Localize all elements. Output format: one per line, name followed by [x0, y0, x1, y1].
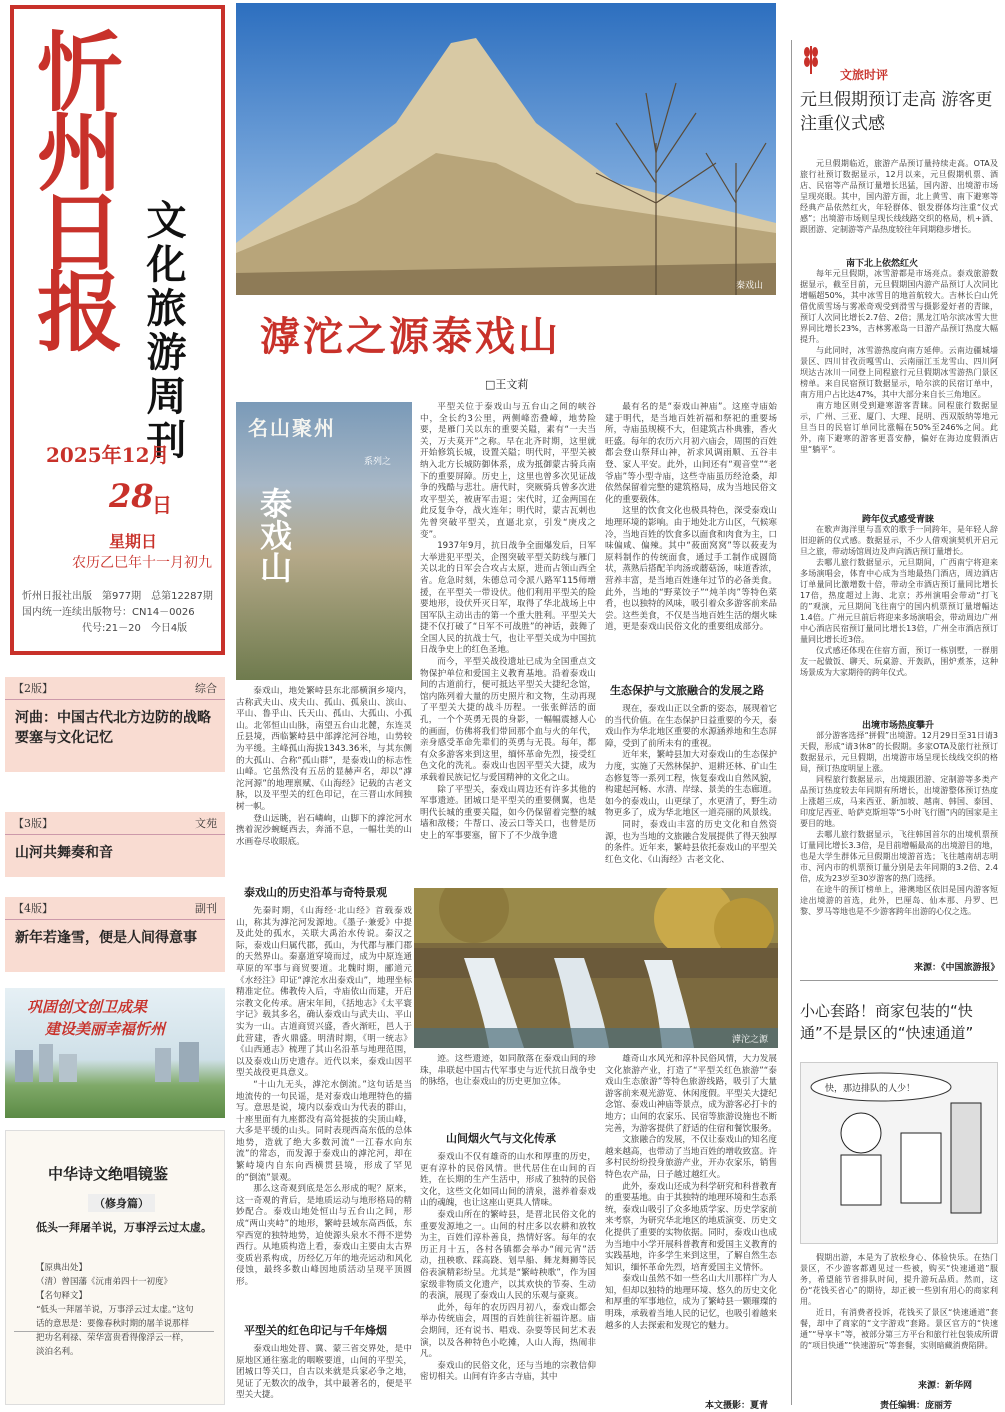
- masthead: [10, 5, 225, 655]
- guide-item-page3[interactable]: 【3版】 文苑 山河共舞奏和音: [5, 812, 225, 877]
- column-body: 元旦假期临近，旅游产品预订量持续走高。OTA及旅行社预订数据显示，12月以来，元旦假期机票、酒店、民宿等产品预订量增长迅猛，国内游、出境游市场呈现亮眼。其中，国内游方面，北上黄雪、南下避寒等经典产品依然红火，年轻群体、银发群体均注重“仪式感”；出境游市场则呈现长线线路交织的格局，机+酒、跟团游、定制游等产品热度较往年同期稳步增长。: [800, 159, 998, 234]
- column-title: 元旦假期预订走高 游客更注重仪式感: [800, 90, 993, 134]
- supplement-title: 文化旅游周刊: [140, 199, 187, 463]
- column-divider: [791, 40, 792, 1405]
- article-column-3b: 现在，泰戏山正以全新的姿态，展现着它的当代价值。在生态保护日益重要的今天，泰戏山作为华北地区重要的水源涵养地和生态屏障，受到了前所未有的重视。 近年来，繁峙县加大对泰戏山的生态保护力度，实施了天然林保护、退耕还林、矿山生态修复等一系列工程，恢复泰戏山自然风貌，构建起河畅、水清、岸绿、景美的生态廊道。如今的泰戏山，山更绿了，水更清了，野生动物更多了，成为华北地区一道亮丽的风景线。 同时，泰戏山丰富的历史文化和自然资源，也为当地的文旅融合发展提供了得天独厚的条件。近年来，繁峙县依托泰戏山的平型关红色文化、《山海经》古老文化、: [605, 704, 777, 865]
- guide-item-page2[interactable]: 【2版】 综合 河曲：中国古代北方边防的战略要塞与文化记忆: [5, 677, 225, 772]
- guide-title: 新年若逢雪，便是人间得意事: [15, 930, 197, 946]
- page-title: 滹沱之源泰戏山: [260, 314, 561, 360]
- article-column-1b: 先秦时期，《山海经·北山经》首载泰戏山，称其为滹沱河发源地。《墨子·兼爱》中提及此处的孤水，关联大禹治水传说。秦汉之际，泰戏山归属代郡，孤山，为代郡与雁门郡的天然界山。秦嘉道穿境而过，成为中原连通草原的军事与商贸要道。北魏时期，郦道元《水经注》印证“滹沱水出泰戏山”，地理坐标精准定位。佛教传入后，寺庙依山而建，开启宗教文化传承。唐宋年间，《括地志》《太平寰宇记》载其多名，确认泰戏山与武夫山、平山实为一山。古道商贸兴盛，香火渐旺，邑人于此营建，香火鼎盛。明清时期，《明一统志》《山西通志》梳理了其山名沿革与地理范围，以及泰戏山历史遗存。近代以来，泰戏山因平型关战役更具意义。 “十山九无头，滹沱水倒流。”这句话是当地流传的一句民谣，是对泰戏山地理特色的描写。意思是说，境内以泰戏山为代表的群山，十座里面有九座都没有高耸挺拔的尖顶山峰，大多是平缓的山头。同时表现西高东低的总体地势，造就了绝大多数河流“一江春水向东流”的常态，而发源于泰戏山的滹沱河，却在繁峙境内自东向西横贯县境，形成了罕见的“倒流”景观。 那么这奇观到底是怎么形成的呢？原来，这一奇观的背后，是地质运动与地形格局的精妙配合。泰戏山地处恒山与五台山之间，形成“两山夹峙”的地形，繁峙县域东高西低，东窄西宽的独特地势，迫使源头泉水不得不逆势西行。从地质构造上看，泰戏山主要由太古界变质岩系构成，历经亿万年的地壳运动和风化侵蚀，最终多数山峰因地质活动呈现平顶圆形。: [236, 906, 412, 1287]
- promo-banner: 巩固创文创卫成果 建设美丽幸福忻州: [5, 988, 225, 1118]
- poetry-box: 中华诗文绝唱镜鉴 （修身篇） 低头一拜屠羊说，万事浮云过太虚。 【原典出处】 （清）曾国藩《沅甫弟四十一初度》 【名句释文】 “低头一拜屠羊说，万事浮云过太虚。”这句话的意思是：要像春秋时期的屠羊说那样把功名利禄、荣华富贵看得像浮云一样，淡泊名利。: [5, 1130, 225, 1405]
- series-banner: 名山聚州 系列之 泰戏山: [236, 402, 412, 680]
- photo-credit: 秦戏山: [736, 281, 764, 291]
- byline: □王文莉: [485, 378, 529, 391]
- photo-credit: 滹沱之源: [732, 1035, 769, 1045]
- newspaper-logo: 忻州日报: [22, 27, 123, 347]
- article-column-1: 泰戏山，地处繁峙县东北部横涧乡境内，古称武夫山、戍夫山、孤山、孤泉山、滨山、平山、鲁乎山、氏天山、孤山、大孤山、小孤山。北邻恒山山脉，南望五台山北麓，东连灵丘县境，西临繁峙县中部滹沱河谷地，山势较为平缓。主峰孤山海拔1343.36米，与其东侧的大孤山、合称“孤山群”，是泰戏山的标志性山峰。它虽然没有五岳的显赫声名，却以“滹沱河源”的地理禀赋、《山海经》记载的古老文脉，以及平型关的红色印记，在三晋山水间独树一帜。 登山远眺，岩石嶙峋，山脚下的滹沱河水携着泥沙蜿蜒西去，奔涌不息，一幅壮美的山水画卷尽收眼底。: [236, 686, 412, 847]
- issue-day-unit: 日: [152, 493, 172, 517]
- column-tag: 文旅时评: [840, 68, 889, 82]
- lunar-date: 农历乙巳年十一月初九: [72, 555, 212, 571]
- row-divider: [800, 980, 998, 981]
- section-heading: 山间烟火气与文化传承: [446, 1132, 556, 1145]
- section-heading: 生态保护与文旅融合的发展之路: [610, 684, 764, 697]
- section-heading: 泰戏山的历史沿革与奇特景观: [244, 886, 387, 899]
- issue-day: 28: [109, 477, 154, 515]
- wheat-icon: [800, 40, 822, 74]
- column2-title: 小心套路！商家包装的“快通”不是景区的“快速通道”: [800, 1002, 974, 1042]
- editor-credit: 责任编辑：庞丽芳: [880, 1401, 953, 1411]
- photo-credit: 本文摄影：夏青: [705, 1401, 769, 1411]
- publication-meta: 忻州日报社出版 第977期 总第12287期 国内统一连续出版物号：CN14－0026 代号:21－20 今日4版: [22, 591, 213, 634]
- article-column-4b: 泰戏山不仅有雄奇的山水和厚重的历史，更有淳朴的民俗风情。世代居住在山间的百姓，在长期的生产生活中，形成了独特的民俗文化，这些文化如同山间的清泉，滋养着泰戏山的魂魄，也让这座山更具人情味。 泰戏山所在的繁峙县，是晋北民俗文化的重要发源地之一。山间的村庄多以农耕和放牧为主，百姓们淳朴善良，热情好客。每年的农历正月十五，各村各镇都会举办“闹元宵”活动，扭秧歌、踩高跷、划旱船、舞龙舞狮等民俗表演精彩纷呈。尤其是“繁峙秧歌”，作为国家级非物质文化遗产，以其欢快的节奏、生动的表演，展现了泰戏山人民的乐观与豪爽。 此外，每年的农历四月初八，泰戏山都会举办传统庙会，周围的百姓前往祈福许愿。庙会期间，还有说书、唱戏、杂耍等民间艺术表演，以及各种特色小吃摊，人山人海，热闹非凡。 泰戏山的民俗文化，还与当地的宗教信仰密切相关。山间有许多古寺庙，其中: [420, 1152, 596, 1383]
- issue-date: 2025年12月: [46, 443, 170, 467]
- article-column-3: 最有名的是“泰戏山神庙”。这座寺庙始建于明代，是当地百姓祈福和祭祀的重要场所，寺庙虽规模不大，但建筑古朴典雅，香火旺盛。每年的农历六月初六庙会，周围的百姓都会登山祭拜山神，祈求风调雨顺、五谷丰登、家人平安。此外，山间还有“观音堂”“老爷庙”等小型寺庙，这些寺庙虽历经沧桑，却依然保留着完整的建筑格局，成为当地民俗文化的重要载体。 这里的饮食文化也极具特色，深受泰戏山地理环境的影响。由于地处北方山区，气候寒冷，当地百姓的饮食多以面食和肉食为主，口味偏咸、偏辣。其中“莜面窝窝”等以莜麦为原料制作的传统面食，通过手工制作成圆筒状，蒸熟后搭配羊肉汤或蘑菇汤，味道香浓，营养丰富，是当地百姓逢年过节的必备美食。此外，当地的“野菜饺子”“炖羊肉”等特色菜肴，也以独特的风味，吸引着众多游客前来品尝。这些美食，不仅是当地百姓生活的烟火味道，更是泰戏山民俗文化的重要组成部分。: [605, 402, 777, 633]
- waterfall-photo: [414, 888, 778, 1048]
- weekday: 星期日: [109, 532, 158, 551]
- speech-bubble: 快，那边排队的人少！: [825, 1084, 916, 1094]
- section-heading: 平型关的红色印记与千年烽烟: [244, 1324, 387, 1337]
- article-column-2: 平型关位于泰戏山与五台山之间的峡谷中，全长约3公里，两侧峰峦叠嶂，地势险要，是雁门关以东的重要关隘，素有“一夫当关，万夫莫开”之称。早在北齐时期，这里就开始修筑长城，设置关隘；明代时，平型关被纳入北方长城防御体系，成为抵御蒙古骑兵南下的重要屏障。历史上，这里也曾多次见证战争的残酷与悲壮。唐代时，突厥骑兵曾多次进攻平型关，被唐军击退；宋代时，辽金两国在此反复争夺，战火连年；明代时，蒙古瓦剌也先曾突破平型关，直逼北京，引发“庚戌之变”。 1937年9月，抗日战争全面爆发后，日军大举进犯平型关，企图突破平型关防线与雁门关以北的日军会合攻占太原，进而占领山西全省。危急时刻，朱德总司令派八路军115师增援，在平型关一带设伏。他们利用平型关的险要地形，设伏歼灭日军，取得了华北战场上中国军队主动出击的第一个重大胜利。平型关大捷不仅打破了“日军不可战胜”的神话，鼓舞了全国人民的抗战士气，也让平型关成为中国抗日战争史上的红色圣地。 而今，平型关战役遗址已成为全国重点文物保护单位和爱国主义教育基地。沿着泰戏山间的古道前行，便可抵达平型关大捷纪念馆，馆内陈列着大量的历史照片和文物，生动再现了平型关大捷的战斗历程。一张张鲜活的面孔，一个个英勇无畏的身影，一幅幅震撼人心的画面，仿佛将我们带回那个血与火的年代，亲身感受革命先辈们的英勇与无畏。每年，都有众多游客来到这里，缅怀革命先烈，接受红色文化的洗礼。泰戏山也因平型关大捷，成为承载着民族记忆与爱国精神的文化之山。 除了平型关，泰戏山周边还有许多其他的军事遗迹。团城口是平型关的重要侧翼，也是明代长城的重要关隘，如今仍保留着完整的城墙和敌楼；牛帮口、凌云口等关口，也曾是历史上的军事要塞，留下了不少战争遗: [420, 402, 596, 841]
- article-column-5: 雄奇山水风光和淳朴民俗风情，大力发展文化旅游产业，打造了“平型关红色旅游”“泰戏山生态旅游”等特色旅游线路，吸引了大量游客前来观光游览、休闲度假。平型关大捷纪念馆、泰戏山神庙等景点，成为游客必打卡的地方；山间的农家乐、民宿等旅游设施也不断完善，为游客提供了舒适的住宿和餐饮服务。 文旅融合的发展，不仅让泰戏山的知名度越来越高，也带动了当地百姓的增收致富。许多村民纷纷投身旅游产业，开办农家乐，销售特色农产品，日子越过越红火。 此外，泰戏山还成为科学研究和科普教育的重要基地。由于其独特的地理环境和生态系统，泰戏山吸引了众多地质学家、历史学家前来考察，为研究华北地区的地质演变、历史文化提供了重要的实物依据。同时，泰戏山也成为当地中小学开展科普教育和爱国主义教育的实践基地，许多学生来到这里，了解自然生态知识，缅怀革命先烈，培育爱国主义情怀。 泰戏山虽然不如一些名山大川那样广为人知，但却以独特的地理环境、悠久的历史文化和厚重的军事地位，成为了繁峙县一颗璀璨的明珠，承载着当地人民的记忆，也吸引着越来越多的人去探索和发现它的魅力。: [605, 1054, 777, 1331]
- guide-title: 山河共舞奏和音: [15, 845, 113, 861]
- cartoon: [800, 1062, 998, 1244]
- article-column-4: 迹。这些遗迹，如同散落在泰戏山间的珍珠，串联起中国古代军事史与近代抗日战争史的脉络，也让泰戏山的历史更加立体。: [420, 1054, 596, 1088]
- mountain-photo: [236, 3, 776, 295]
- guide-title: 河曲：中国古代北方边防的战略要塞与文化记忆: [15, 710, 211, 746]
- guide-item-page4[interactable]: 【4版】 副刊 新年若逢雪，便是人间得意事: [5, 897, 225, 972]
- article-column-1c: 泰戏山地处晋、冀、蒙三省交界处，是中原地区通往塞北的咽喉要道，山间的平型关，团城口等关口，自古以来就是兵家必争之地，见证了无数次的战争，其中最著名的，便是平型关大捷。: [236, 1344, 412, 1401]
